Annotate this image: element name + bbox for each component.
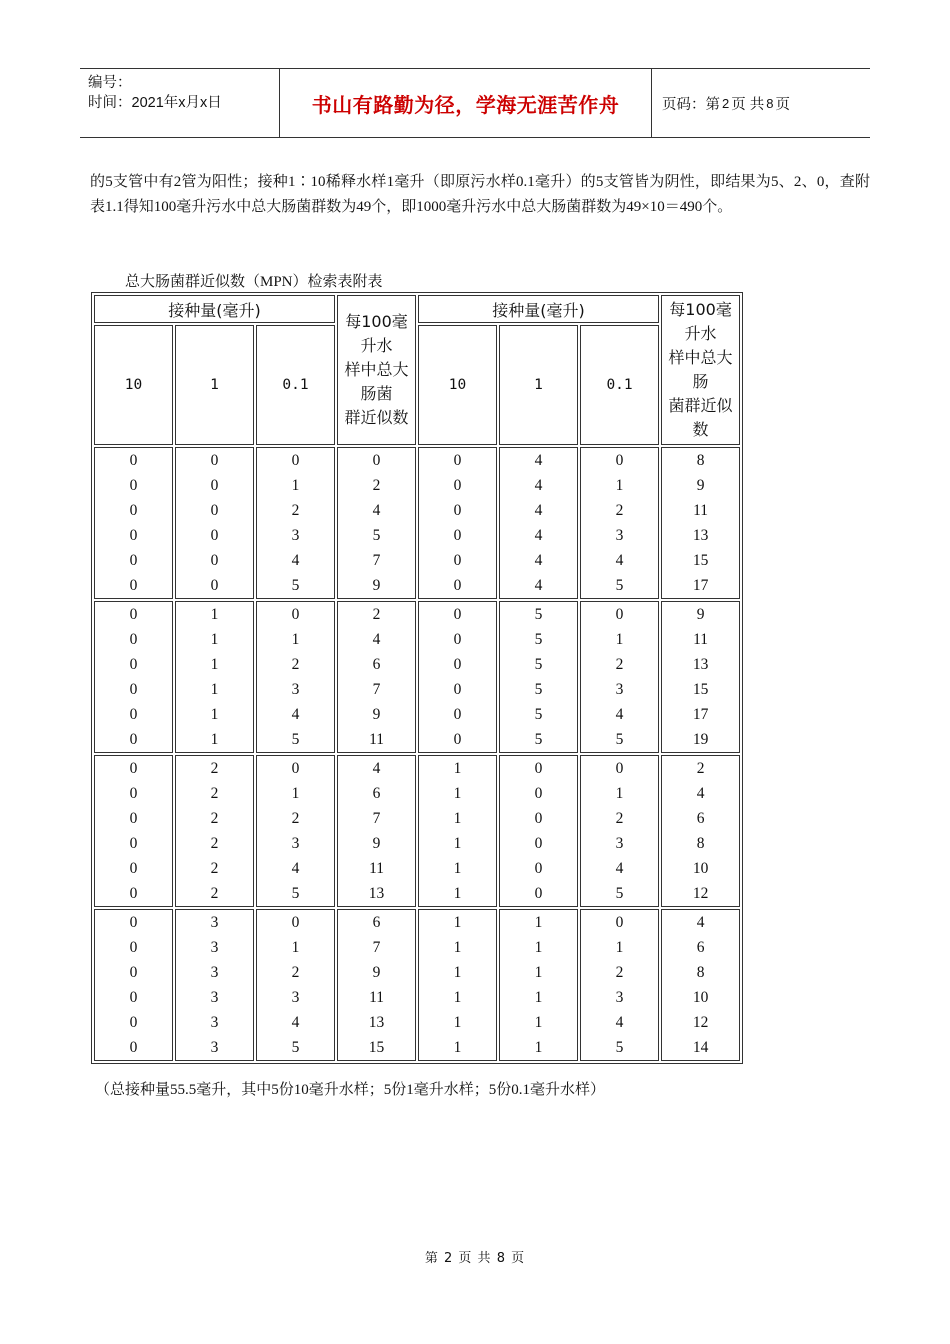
cell-value: 3 [210,989,219,1006]
cell-value: 1 [291,631,300,648]
cell-value: 11 [369,731,384,748]
cell-value: 10 [692,860,709,877]
cell-value: 0 [210,527,219,544]
cell-value: 7 [372,552,381,569]
cell-value: 4 [372,631,381,648]
mpn-header-line: 菌群近似 [668,396,733,415]
cell-value: 0 [129,1039,138,1056]
cell-value: 0 [372,452,381,469]
cell-value: 0 [129,527,138,544]
cell-value: 6 [372,914,381,931]
table-cell [580,909,659,1061]
cell-value: 2 [696,760,705,777]
cell-value: 4 [615,706,624,723]
cell-value: 3 [615,527,624,544]
cell-value: 11 [693,631,709,648]
cell-value: 9 [372,706,381,723]
cell-value: 2 [210,835,219,852]
cell-value: 9 [372,835,381,852]
cell-value: 1 [210,606,219,623]
cell-value: 4 [372,502,381,519]
cell-value: 5 [372,527,381,544]
cell-value: 5 [615,577,624,594]
cell-value: 1 [210,706,219,723]
cell-value: 2 [210,810,219,827]
cell-value: 0 [129,785,138,802]
cell-value: 1 [210,681,219,698]
page-current: 2 [722,95,730,111]
cell-value: 1 [534,914,543,931]
mpn-header-line: 每100毫 [345,312,408,331]
table-cell [175,447,254,599]
table-cell [337,909,416,1061]
cell-value: 0 [615,452,624,469]
page-label-mid: 页 共 [731,96,765,113]
page-footer: 第 2 页 共 8 页 [424,1251,526,1266]
cell-value: 1 [453,760,462,777]
cell-value: 2 [372,606,381,623]
cell-value: 0 [129,964,138,981]
cell-value: 2 [615,656,624,673]
cell-value: 1 [291,785,300,802]
cell-value: 0 [291,760,300,777]
cell-value: 10 [692,989,709,1006]
mpn-header-line: 样中总大 [668,348,733,367]
mpn-header-line: 肠 [692,372,709,391]
table-cell [418,601,497,753]
cell-value: 2 [210,885,219,902]
cell-value: 4 [615,1014,624,1031]
cell-value: 0 [129,860,138,877]
table-cell [580,755,659,907]
cell-value: 4 [372,760,381,777]
table-cell [94,601,173,753]
table-cell [256,909,335,1061]
cell-value: 0 [210,502,219,519]
cell-value: 0 [291,606,300,623]
cell-value: 0 [129,731,138,748]
cell-value: 12 [692,885,709,902]
cell-value: 5 [534,706,543,723]
cell-value: 5 [534,681,543,698]
table-cell [499,755,578,907]
table-cell [175,755,254,907]
cell-value: 1 [534,1014,543,1031]
cell-value: 4 [534,452,543,469]
cell-value: 0 [129,631,138,648]
body-paragraph: 的5支管中有2管为阳性；接种1∶10稀释水样1毫升（即原污水样0.1毫升）的5支管皆为阴性，即结果为5、2、0，查附表1.1得知100毫升污水中总大肠菌群数为49个，即1000毫升污水中总大肠菌群数为49×10＝490个。 [90,174,870,215]
cell-value: 7 [372,939,381,956]
cell-value: 2 [291,502,300,519]
cell-value: 11 [369,860,384,877]
cell-value: 1 [291,477,300,494]
volume-header-1: 1 [499,325,578,445]
cell-value: 6 [696,939,705,956]
header-motto: 书山有路勤为径，学海无涯苦作舟 [280,69,652,137]
table-cell [418,755,497,907]
table-caption: 总大肠菌群近似数（MPN）检索表附表 [125,274,383,290]
cell-value: 0 [615,914,624,931]
cell-value: 3 [210,939,219,956]
table-row-group [94,755,740,907]
mpn-table-body [94,447,740,1061]
cell-value: 0 [129,835,138,852]
cell-value: 1 [453,939,462,956]
cell-value: 0 [615,606,624,623]
cell-value: 4 [615,860,624,877]
cell-value: 0 [453,731,462,748]
cell-value: 3 [291,835,300,852]
cell-value: 0 [534,810,543,827]
cell-value: 11 [369,989,384,1006]
cell-value: 5 [534,606,543,623]
table-cell [661,601,740,753]
cell-value: 0 [129,914,138,931]
cell-value: 7 [372,681,381,698]
mpn-header-line: 每100毫 [669,300,732,319]
document-id-label: 编号： [88,75,132,91]
volume-header-10: 10 [418,325,497,445]
cell-value: 0 [129,552,138,569]
table-cell [499,447,578,599]
cell-value: 2 [615,502,624,519]
cell-value: 5 [534,631,543,648]
cell-value: 12 [692,1014,709,1031]
cell-value: 1 [453,860,462,877]
cell-value: 9 [372,577,381,594]
table-cell [661,755,740,907]
mpn-header-line: 升水 [684,324,717,343]
cell-value: 2 [372,477,381,494]
cell-value: 1 [453,810,462,827]
cell-value: 4 [696,785,705,802]
cell-value: 4 [534,577,543,594]
cell-value: 8 [696,452,705,469]
page-label-prefix: 页码：第 [662,96,720,113]
cell-value: 5 [534,656,543,673]
cell-value: 0 [210,477,219,494]
page-label-suffix: 页 [775,96,790,113]
cell-value: 3 [291,681,300,698]
cell-value: 0 [129,939,138,956]
cell-value: 1 [615,477,624,494]
volume-header-0-1: 0.1 [256,325,335,445]
cell-value: 0 [615,760,624,777]
cell-value: 1 [210,631,219,648]
table-row-group [94,909,740,1061]
mpn-header-right [661,295,740,445]
header-meta [80,69,280,137]
cell-value: 0 [453,706,462,723]
table-cell [256,447,335,599]
table-cell [418,447,497,599]
mpn-header-left [337,295,416,445]
cell-value: 1 [453,914,462,931]
cell-value: 4 [696,914,705,931]
cell-value: 1 [453,1014,462,1031]
cell-value: 2 [210,785,219,802]
cell-value: 3 [210,1039,219,1056]
cell-value: 5 [291,577,300,594]
mpn-header-line: 样中总大 [344,360,409,379]
cell-value: 0 [453,552,462,569]
cell-value: 13 [692,527,709,544]
cell-value: 0 [453,527,462,544]
cell-value: 0 [534,835,543,852]
cell-value: 7 [372,810,381,827]
cell-value: 0 [129,502,138,519]
inoculum-header-right: 接种量(毫升) [418,295,659,323]
table-cell [337,755,416,907]
table-row-group [94,601,740,753]
cell-value: 3 [291,989,300,1006]
mpn-header-line: 升水 [360,336,393,355]
cell-value: 4 [615,552,624,569]
cell-value: 13 [368,1014,385,1031]
cell-value: 8 [696,964,705,981]
cell-value: 4 [534,477,543,494]
cell-value: 0 [129,477,138,494]
document-time: 时间：2021年x月x日 [88,95,222,111]
inoculum-header-left: 接种量(毫升) [94,295,335,323]
table-row-group [94,447,740,599]
cell-value: 1 [615,785,624,802]
cell-value: 0 [129,681,138,698]
cell-value: 0 [453,502,462,519]
table-cell [94,447,173,599]
cell-value: 0 [453,477,462,494]
cell-value: 5 [534,731,543,748]
cell-value: 9 [696,477,705,494]
table-cell [337,601,416,753]
cell-value: 3 [615,681,624,698]
cell-value: 0 [291,452,300,469]
cell-value: 0 [129,810,138,827]
cell-value: 6 [372,785,381,802]
volume-header-0-1: 0.1 [580,325,659,445]
cell-value: 4 [291,1014,300,1031]
cell-value: 1 [453,885,462,902]
header-page-number [652,69,870,137]
cell-value: 0 [291,914,300,931]
page-header [80,68,870,138]
cell-value: 3 [210,964,219,981]
cell-value: 5 [615,1039,624,1056]
mpn-header-line: 群近似数 [344,408,409,427]
table-note: （总接种量55.5毫升，其中5份10毫升水样；5份1毫升水样；5份0.1毫升水样） [95,1082,606,1098]
cell-value: 3 [210,1014,219,1031]
cell-value: 1 [615,939,624,956]
cell-value: 1 [534,939,543,956]
cell-value: 0 [129,989,138,1006]
cell-value: 9 [696,606,705,623]
cell-value: 0 [210,552,219,569]
cell-value: 5 [291,731,300,748]
cell-value: 6 [372,656,381,673]
table-cell [175,909,254,1061]
cell-value: 17 [692,706,709,723]
page-total: 8 [766,95,774,111]
table-cell [256,601,335,753]
cell-value: 0 [453,656,462,673]
mpn-header-line: 肠菌 [360,384,393,403]
cell-value: 0 [534,760,543,777]
cell-value: 0 [453,606,462,623]
cell-value: 1 [453,785,462,802]
cell-value: 0 [534,860,543,877]
cell-value: 4 [534,552,543,569]
mpn-header-line: 数 [692,420,709,439]
table-cell [580,601,659,753]
cell-value: 0 [129,706,138,723]
table-cell [499,909,578,1061]
cell-value: 4 [291,552,300,569]
cell-value: 0 [453,631,462,648]
table-cell [337,447,416,599]
table-cell [661,909,740,1061]
cell-value: 3 [615,835,624,852]
cell-value: 13 [368,885,385,902]
cell-value: 4 [534,502,543,519]
cell-value: 0 [129,760,138,777]
mpn-table [91,292,743,1064]
table-cell [499,601,578,753]
cell-value: 14 [692,1039,709,1056]
cell-value: 0 [129,606,138,623]
cell-value: 2 [291,810,300,827]
cell-value: 2 [291,964,300,981]
table-cell [94,909,173,1061]
cell-value: 3 [291,527,300,544]
cell-value: 0 [453,577,462,594]
cell-value: 0 [210,452,219,469]
cell-value: 0 [129,885,138,902]
cell-value: 5 [615,731,624,748]
table-cell [418,909,497,1061]
cell-value: 0 [129,1014,138,1031]
cell-value: 5 [291,885,300,902]
cell-value: 0 [129,452,138,469]
table-cell [175,601,254,753]
cell-value: 4 [534,527,543,544]
cell-value: 2 [210,760,219,777]
cell-value: 1 [534,989,543,1006]
cell-value: 1 [453,835,462,852]
cell-value: 1 [210,656,219,673]
cell-value: 2 [291,656,300,673]
cell-value: 3 [210,914,219,931]
table-cell [661,447,740,599]
cell-value: 0 [453,452,462,469]
cell-value: 15 [692,681,709,698]
cell-value: 1 [615,631,624,648]
cell-value: 0 [129,577,138,594]
cell-value: 2 [615,810,624,827]
cell-value: 11 [693,502,709,519]
volume-header-10: 10 [94,325,173,445]
cell-value: 0 [534,885,543,902]
cell-value: 2 [615,964,624,981]
cell-value: 1 [453,964,462,981]
cell-value: 1 [453,1039,462,1056]
cell-value: 6 [696,810,705,827]
cell-value: 0 [210,577,219,594]
cell-value: 4 [291,860,300,877]
cell-value: 13 [692,656,709,673]
cell-value: 5 [615,885,624,902]
cell-value: 19 [692,731,709,748]
table-cell [580,447,659,599]
cell-value: 2 [210,860,219,877]
cell-value: 1 [534,1039,543,1056]
cell-value: 9 [372,964,381,981]
volume-header-1: 1 [175,325,254,445]
cell-value: 0 [453,681,462,698]
cell-value: 1 [291,939,300,956]
cell-value: 1 [453,989,462,1006]
cell-value: 17 [692,577,709,594]
table-cell [94,755,173,907]
cell-value: 8 [696,835,705,852]
cell-value: 1 [534,964,543,981]
cell-value: 5 [291,1039,300,1056]
table-cell [256,755,335,907]
cell-value: 0 [129,656,138,673]
cell-value: 3 [615,989,624,1006]
cell-value: 4 [291,706,300,723]
cell-value: 15 [368,1039,385,1056]
cell-value: 15 [692,552,709,569]
cell-value: 0 [534,785,543,802]
cell-value: 1 [210,731,219,748]
